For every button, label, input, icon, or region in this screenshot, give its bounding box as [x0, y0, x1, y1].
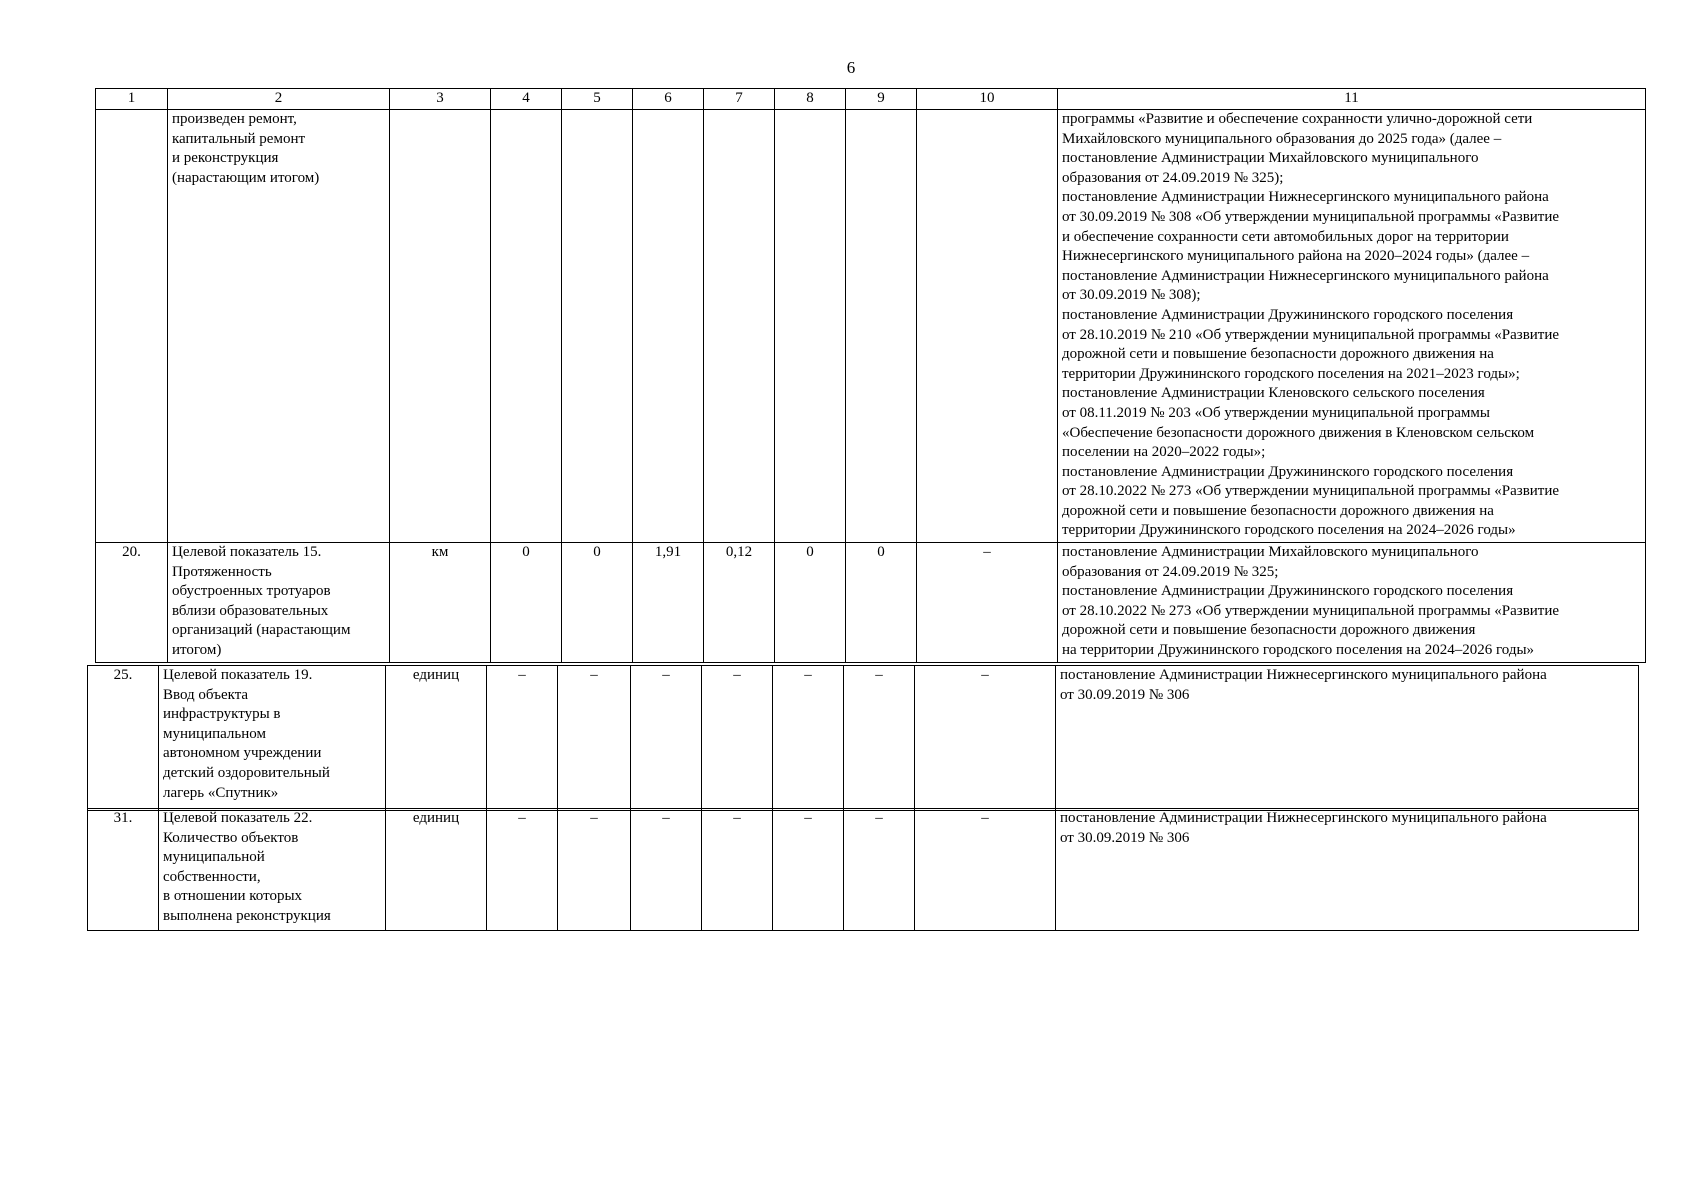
cell-value: –	[558, 809, 631, 931]
cell-unit	[390, 110, 491, 543]
header-cell: 10	[917, 89, 1058, 110]
cell-value: –	[631, 809, 702, 931]
cell-indicator-name: Целевой показатель 22. Количество объектов муниципальной собственности, в отношении которых выполнена реконструкция	[159, 809, 386, 931]
cell-value	[562, 110, 633, 543]
header-row	[96, 89, 1646, 110]
cell-num: 20.	[96, 543, 168, 663]
header-cell: 11	[1058, 89, 1646, 110]
cell-value: –	[917, 543, 1058, 663]
cell-value: –	[773, 809, 844, 931]
cell-value: –	[844, 666, 915, 811]
header-cell: 6	[633, 89, 704, 110]
cell-indicator-name: произведен ремонт, капитальный ремонт и реконструкция (нарастающим итогом)	[168, 110, 390, 543]
cell-value	[775, 110, 846, 543]
cell-value: –	[702, 666, 773, 811]
header-cell: 1	[96, 89, 168, 110]
header-cell: 3	[390, 89, 491, 110]
cell-value: –	[844, 809, 915, 931]
cell-value: 0	[846, 543, 917, 663]
cell-value: 0	[562, 543, 633, 663]
indicators-table-fragment	[87, 808, 1639, 931]
cell-num: 31.	[88, 809, 159, 931]
cell-value: –	[915, 666, 1056, 811]
cell-value: –	[558, 666, 631, 811]
cell-indicator-name: Целевой показатель 15. Протяженность обустроенных тротуаров вблизи образовательных организаций (нарастающим итогом)	[168, 543, 390, 663]
cell-value	[917, 110, 1058, 543]
header-cell: 8	[775, 89, 846, 110]
cell-unit: единиц	[386, 809, 487, 931]
table-row	[88, 809, 1639, 931]
cell-value: 0	[775, 543, 846, 663]
cell-unit: км	[390, 543, 491, 663]
header-cell: 2	[168, 89, 390, 110]
cell-value	[704, 110, 775, 543]
cell-documents: программы «Развитие и обеспечение сохранности улично-дорожной сети Михайловского муниципального образования до 2025 года» (далее – постановление Администрации Михайловского муниципального образования от 24.09.2019 № 325); постановление Администрации Нижнесергинского муниципального района от 30.09.2019 № 308 «Об утверждении муниципальной программы «Развитие и обеспечение сохранности сети автомобильных дорог на территории Нижнесергинского муниципального района на 2020–2024 годы» (далее – постановление Администрации Нижнесергинского муниципального района от 30.09.2019 № 308); постановление Администрации Дружининского городского поселения от 28.10.2019 № 210 «Об утверждении муниципальной программы «Развитие дорожной сети и повышение безопасности дорожного движения на территории Дружининского городского поселения на 2021–2023 годы»; постановление Администрации Кленовского сельского поселения от 08.11.2019 № 203 «Об утверждении муниципальной программы «Обеспечение безопасности дорожного движения в Кленовском сельском поселении на 2020–2022 годы»; постановление Администрации Дружининского городского поселения от 28.10.2022 № 273 «Об утверждении муниципальной программы «Развитие дорожной сети и повышение безопасности дорожного движения на территории Дружининского городского поселения на 2024–2026 годы»	[1058, 110, 1646, 543]
indicators-table-fragment	[87, 665, 1639, 811]
page-number: 6	[846, 58, 856, 77]
cell-indicator-name: Целевой показатель 19. Ввод объекта инфраструктуры в муниципальном автономном учреждении детский оздоровительный лагерь «Спутник»	[159, 666, 386, 811]
cell-value: 1,91	[633, 543, 704, 663]
header-cell: 9	[846, 89, 917, 110]
cell-value: –	[487, 666, 558, 811]
cell-value: –	[487, 809, 558, 931]
table-row	[88, 666, 1639, 811]
cell-unit: единиц	[386, 666, 487, 811]
cell-value: 0	[491, 543, 562, 663]
cell-value	[846, 110, 917, 543]
cell-num: 25.	[88, 666, 159, 811]
cell-value	[633, 110, 704, 543]
table-row	[96, 543, 1646, 663]
header-cell: 7	[704, 89, 775, 110]
cell-value	[491, 110, 562, 543]
cell-value: 0,12	[704, 543, 775, 663]
cell-value: –	[773, 666, 844, 811]
cell-documents: постановление Администрации Нижнесергинского муниципального района от 30.09.2019 № 306	[1056, 809, 1639, 931]
cell-value: –	[915, 809, 1056, 931]
cell-documents: постановление Администрации Михайловского муниципального образования от 24.09.2019 № 325; постановление Администрации Дружининского городского поселения от 28.10.2022 № 273 «Об утверждении муниципальной программы «Развитие дорожной сети и повышение безопасности дорожного движения на территории Дружининского городского поселения на 2024–2026 годы»	[1058, 543, 1646, 663]
header-cell: 4	[491, 89, 562, 110]
indicators-table	[95, 88, 1646, 663]
cell-value: –	[631, 666, 702, 811]
cell-num	[96, 110, 168, 543]
cell-value: –	[702, 809, 773, 931]
cell-documents: постановление Администрации Нижнесергинского муниципального района от 30.09.2019 № 306	[1056, 666, 1639, 811]
table-row	[96, 110, 1646, 543]
header-cell: 5	[562, 89, 633, 110]
